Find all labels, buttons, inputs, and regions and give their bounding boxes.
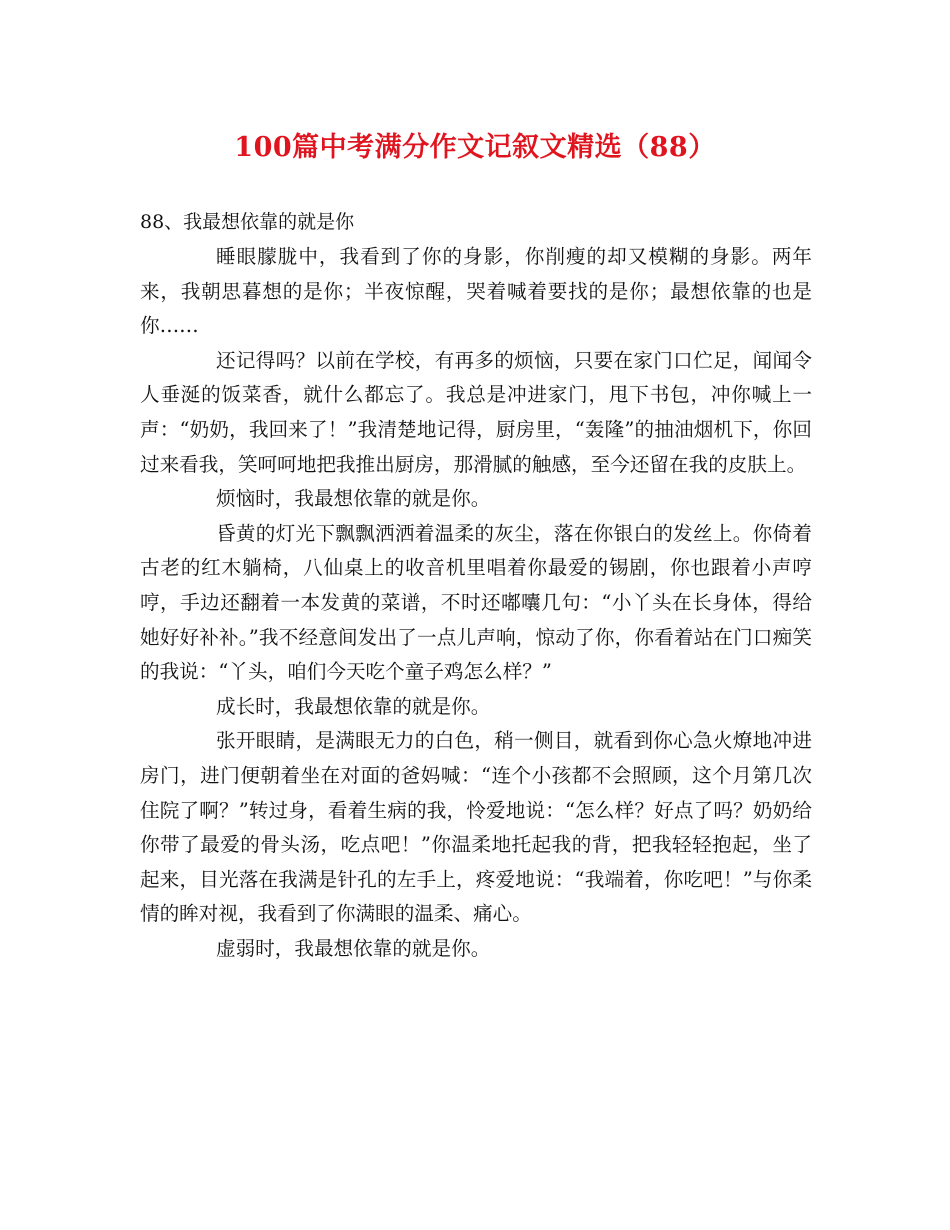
- paragraph: 张开眼睛，是满眼无力的白色，稍一侧目，就看到你心急火燎地冲进房门，进门便朝着坐在对面的爸妈喊：“连个小孩都不会照顾，这个月第几次住院了啊？”转过身，看着生病的我，怜爱地说：“怎么样？好点了吗？奶奶给你带了最爱的骨头汤，吃点吧！”你温柔地托起我的背，把我轻轻抱起，坐了起来，目光落在我满是针孔的左手上，疼爱地说：“我端着，你吃吧！”与你柔情的眸对视，我看到了你满眼的温柔、痛心。: [140, 729, 812, 926]
- essay-body: [140, 240, 812, 966]
- document-title: 100篇中考满分作文记叙文精选（88）: [234, 132, 716, 163]
- paragraph: 还记得吗？以前在学校，有再多的烦恼，只要在家门口伫足，闻闻令人垂涎的饭菜香，就什么都忘了。我总是冲进家门，甩下书包，冲你喊上一声：“奶奶，我回来了！”我清楚地记得，厨房里，“轰隆”的抽油烟机下，你回过来看我，笑呵呵地把我推出厨房，那滑腻的触感，至今还留在我的皮肤上。: [140, 348, 812, 476]
- paragraph: 睡眼朦胧中，我看到了你的身影，你削瘦的却又模糊的身影。两年来，我朝思暮想的是你；半夜惊醒，哭着喊着要找的是你；最想依靠的也是你……: [140, 245, 812, 338]
- essay-heading: 88、我最想依靠的就是你: [140, 211, 355, 233]
- paragraph: 烦恼时，我最想依靠的就是你。: [216, 487, 491, 511]
- paragraph: 成长时，我最想依靠的就是你。: [216, 694, 491, 718]
- paragraph: 虚弱时，我最想依靠的就是你。: [216, 936, 491, 960]
- paragraph: 昏黄的灯光下飘飘洒洒着温柔的灰尘，落在你银白的发丝上。你倚着古老的红木躺椅，八仙桌上的收音机里唱着你最爱的锡剧，你也跟着小声哼哼，手边还翻着一本发黄的菜谱，不时还嘟囔几句：“小丫头在长身体，得给她好好补补。”我不经意间发出了一点儿声响，惊动了你，你看着站在门口痴笑的我说：“丫头，咱们今天吃个童子鸡怎么样？”: [140, 521, 812, 684]
